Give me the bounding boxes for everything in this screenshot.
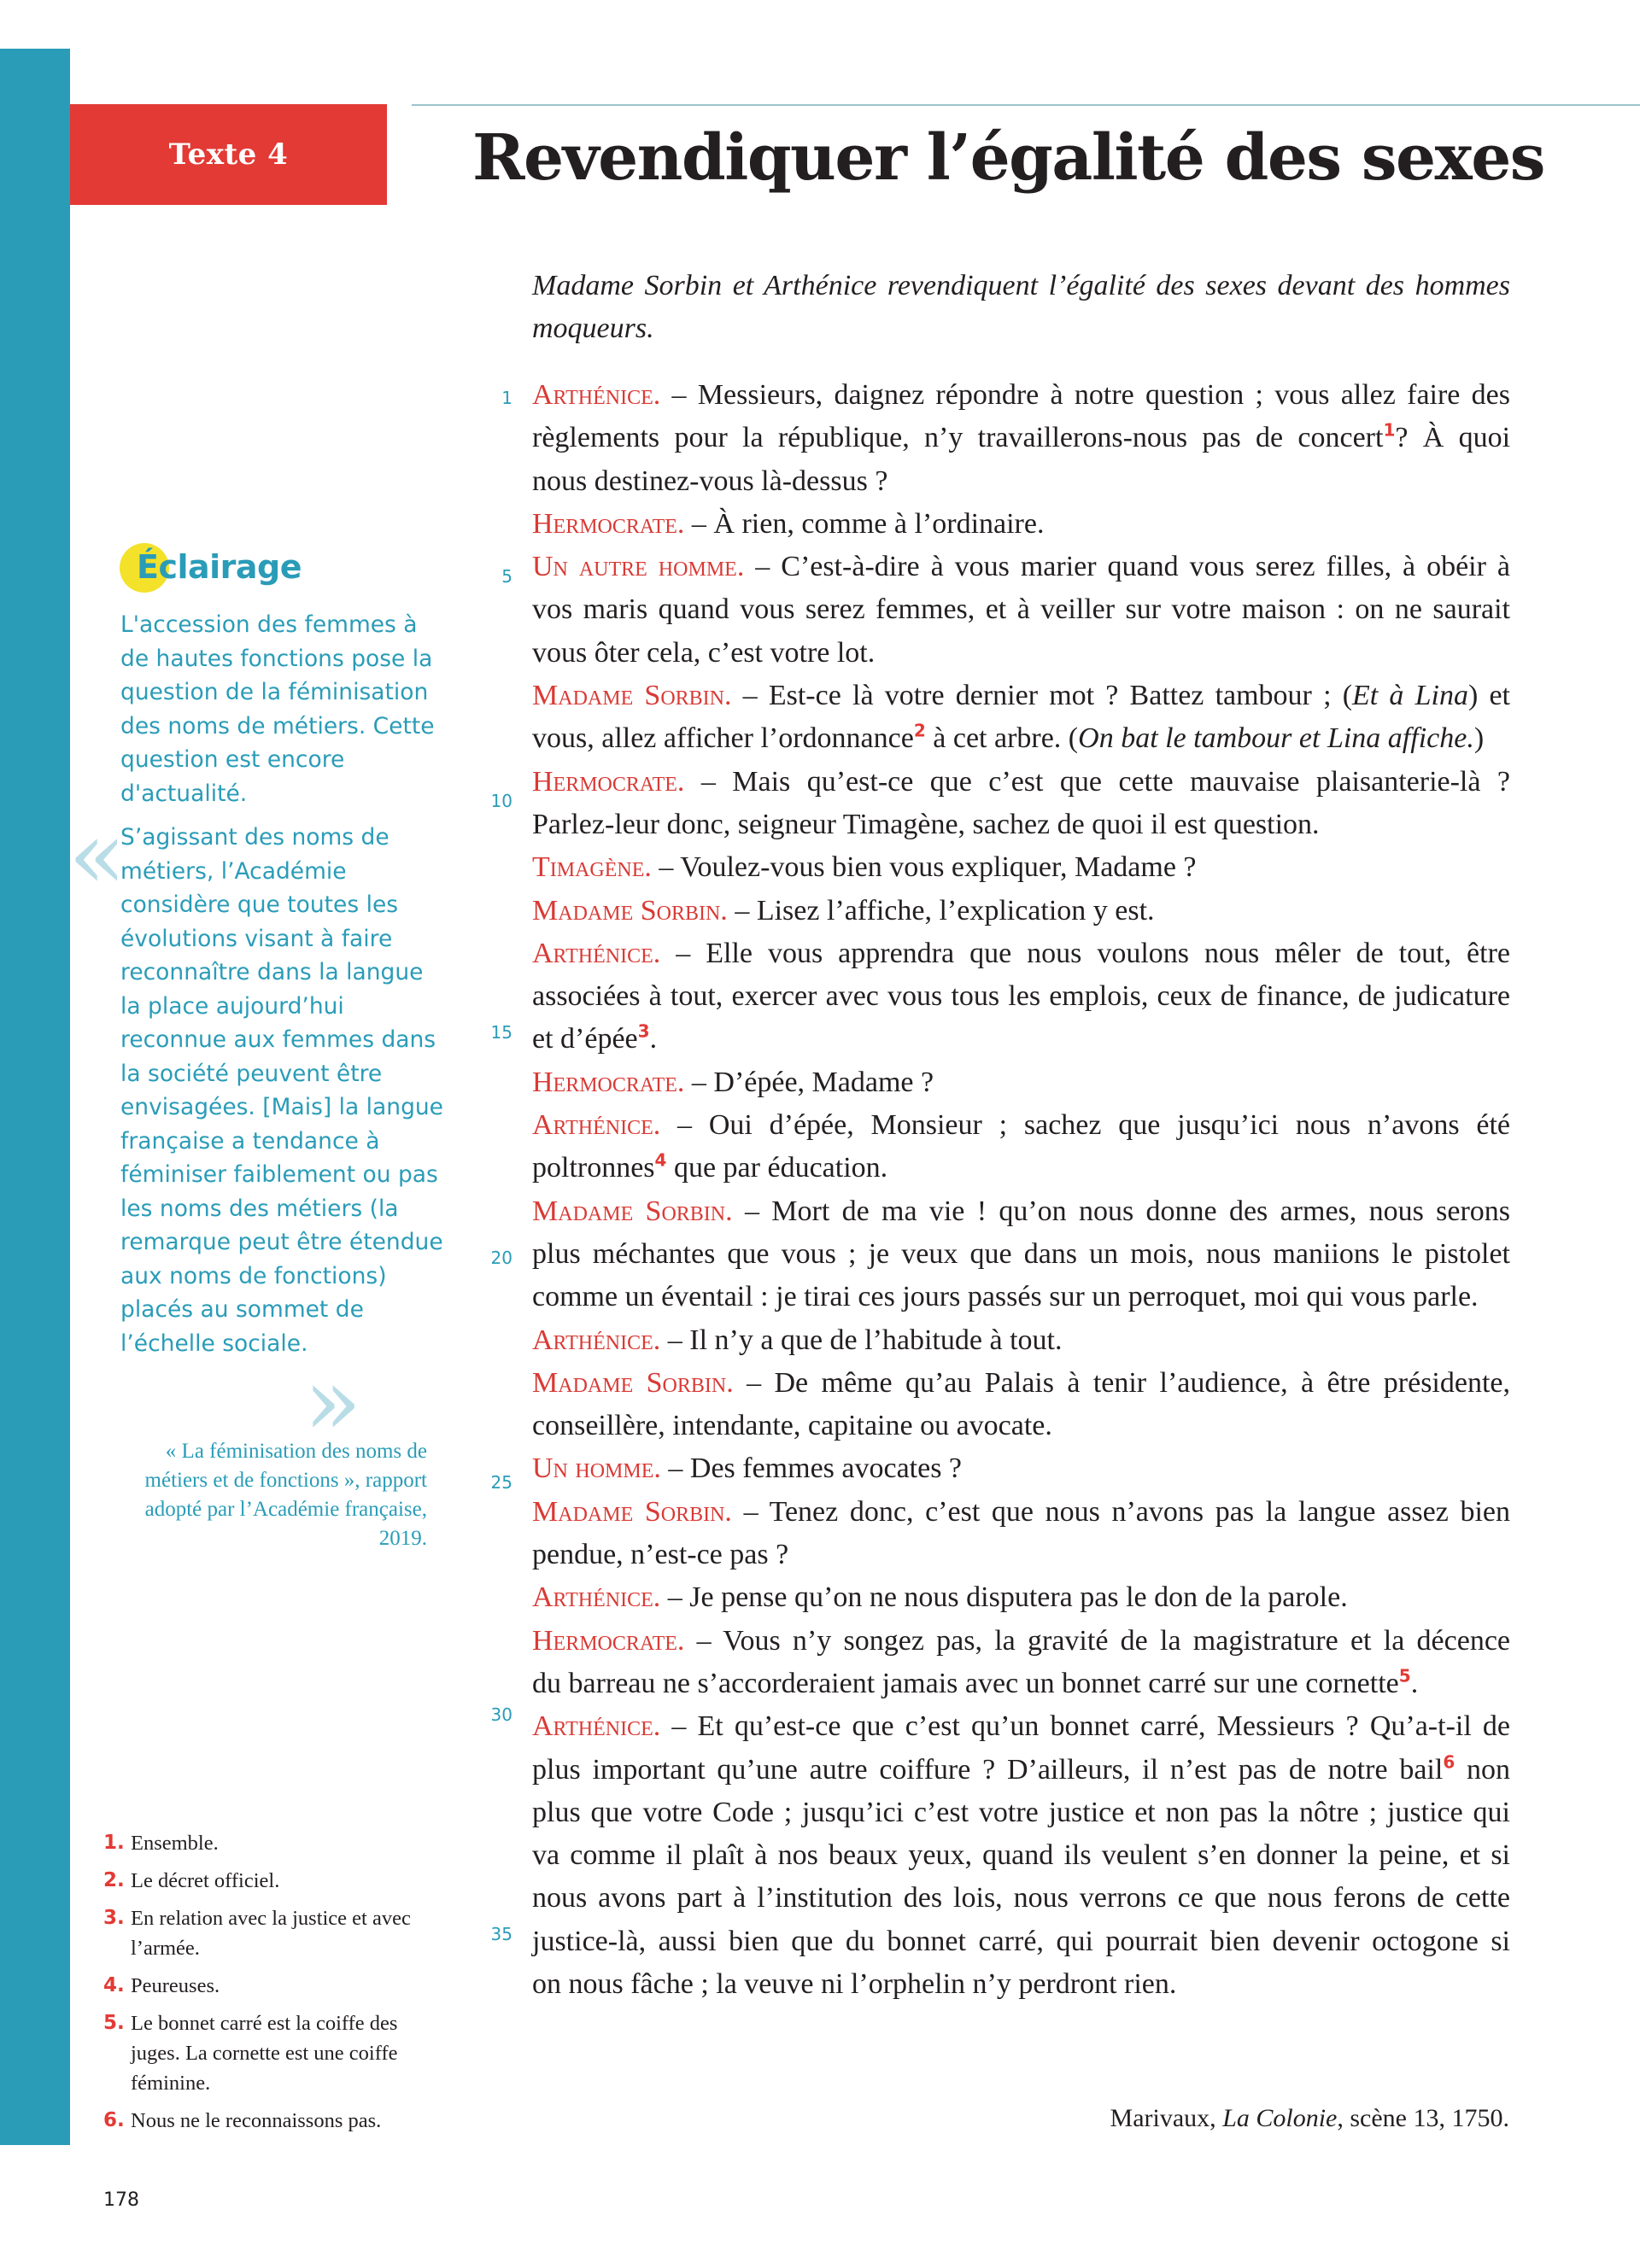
line-number: 10 xyxy=(490,791,512,811)
intro-text: Madame Sorbin et Arthénice revendiquent l’égalité des sexes devant des hommes moqueurs. xyxy=(532,270,1510,344)
footnote-ref: 5 xyxy=(1398,1665,1411,1686)
text-line: Parlez-leur donc, seigneur Timagène, sachez de quoi il est question. xyxy=(532,808,1320,840)
open-quote-icon: « xyxy=(68,800,126,909)
speaker: Timagène. xyxy=(532,851,652,884)
footnote-ref: 4 xyxy=(654,1150,667,1172)
speaker: Arthénice. xyxy=(532,1581,661,1614)
speaker: Hermocrate. xyxy=(532,1624,685,1657)
text-line: Madame Sorbin. – Lisez l’affiche, l’explication y est. xyxy=(532,894,1155,926)
footnote: 3. En relation avec la justice et avec l’armée. xyxy=(103,1907,411,1960)
speaker: Un homme. xyxy=(532,1453,661,1485)
footnote: 6. Nous ne le reconnaissons pas. xyxy=(103,2109,382,2132)
speaker: Arthénice. xyxy=(532,1710,661,1743)
text-line: justice-là, aussi bien que du bonnet carré, qui pourrait bien devenir octogone si xyxy=(532,1925,1510,1957)
line-number: 15 xyxy=(490,1022,512,1043)
line-number: 5 xyxy=(501,566,512,587)
eclairage-quote: S’agissant des noms de métiers, l’Académie considère que toutes les évolutions visant à faire reconnaître dans la langue la place aujourd’hui reconnue aux femmes dans la société peuvent être envisagées. [Mais] la langue française a tendance à féminiser faiblement ou pas les noms des métiers (la remarque peut être étendue aux noms de fonctions) placés au sommet de l’échelle sociale. xyxy=(120,824,443,1357)
speaker: Madame Sorbin. xyxy=(532,1495,732,1528)
line-number: 30 xyxy=(490,1704,512,1725)
text-line: et d’épée$^3$. xyxy=(532,1021,658,1055)
footnote: 2. Le décret officiel. xyxy=(103,1869,280,1892)
close-quote-icon: » xyxy=(304,1347,362,1456)
text-line: Arthénice. – Il n’y a que de l’habitude à tout. xyxy=(532,1324,1063,1356)
footnotes xyxy=(103,1828,411,2143)
text-line: Madame Sorbin. – Est-ce là votre dernier mot ? Battez tambour ; (Et à Lina) et xyxy=(532,680,1510,712)
footnote: 1. Ensemble. xyxy=(103,1832,219,1855)
text-line: poltronnes$^4$ que par éducation. xyxy=(532,1150,888,1184)
footnote-ref: 3 xyxy=(637,1021,650,1043)
text-line: Madame Sorbin. – Mort de ma vie ! qu’on nous donne des armes, nous serons xyxy=(532,1195,1511,1227)
header-rule xyxy=(412,104,1640,106)
text-line: plus important qu’une autre coiffure ? D’ailleurs, il n’est pas de notre bail$^6$ non xyxy=(532,1751,1511,1786)
speaker: Arthénice. xyxy=(532,379,661,411)
footnote: 5. Le bonnet carré est la coiffe des juges. La cornette est une coiffe féminine. xyxy=(103,2012,398,2095)
eclairage-intro: L'accession des femmes à de hautes fonctions pose la question de la féminisation des noms de métiers. Cette question est encore d'actualité. xyxy=(120,611,435,807)
speaker: Arthénice. xyxy=(532,937,661,969)
text-line: vous, allez afficher l’ordonnance$^2$ à cet arbre. (On bat le tambour et Lina affiche.) xyxy=(532,721,1485,755)
line-number: 25 xyxy=(490,1472,512,1493)
speaker: Madame Sorbin. xyxy=(532,680,732,712)
text-line: Arthénice. – Oui d’épée, Monsieur ; sachez que jusqu’ici nous n’avons été xyxy=(532,1109,1510,1142)
text-line: Un homme. – Des femmes avocates ? xyxy=(532,1453,963,1485)
text-line: Madame Sorbin. – Tenez donc, c’est que nous n’avons pas la langue assez bien xyxy=(532,1495,1510,1528)
text-line: conseillère, intendante, capitaine ou avocate. xyxy=(532,1410,1052,1442)
text-line: pendue, n’est-ce pas ? xyxy=(532,1539,789,1571)
text-line: Arthénice. – Elle vous apprendra que nous voulons nous mêler de tout, être xyxy=(532,937,1510,969)
speaker: Madame Sorbin. xyxy=(532,1195,733,1227)
sidebar-color-bar xyxy=(0,49,70,2145)
text-line: associées à tout, exercer avec vous tous les emplois, ceux de finance, de judicature xyxy=(532,980,1510,1013)
text-line: Un autre homme. – C’est-à-dire à vous marier quand vous serez filles, à obéir à xyxy=(532,551,1511,583)
text-line: Hermocrate. – D’épée, Madame ? xyxy=(532,1066,934,1098)
text-tag xyxy=(70,104,387,205)
line-number: 35 xyxy=(490,1924,512,1944)
footnote-ref: 1 xyxy=(1383,419,1396,441)
line-number: 20 xyxy=(490,1248,512,1268)
text-line: plus que votre Code ; jusqu’ici c’est votre justice et non pas la nôtre ; justice qui xyxy=(532,1796,1510,1828)
dialogue-text xyxy=(532,374,1510,2006)
text-line: nous avons part à l’institution des lois, nous verrons ce que nous ferons de cette xyxy=(532,1882,1510,1914)
source-citation: Marivaux, La Colonie, scène 13, 1750. xyxy=(1110,2104,1509,2132)
text-line: Hermocrate. – Mais qu’est-ce que c’est que cette mauvaise plaisanterie-là ? xyxy=(532,765,1510,798)
eclairage-citation: « La féminisation des noms de métiers et de fonctions », rapport adopté par l’Académie française, 2019. xyxy=(144,1440,427,1550)
text-line: du barreau ne s’accorderaient jamais avec un bonnet carré sur une cornette$^5$. xyxy=(532,1665,1419,1699)
text-line: on nous fâche ; la veuve ni l’orphelin n’y perdront rien. xyxy=(532,1967,1177,2000)
speaker: Hermocrate. xyxy=(532,1066,685,1098)
text-line: Arthénice. – Je pense qu’on ne nous disputera pas le don de la parole. xyxy=(532,1581,1348,1614)
text-line: comme un éventail : je tirai ces jours passés sur un perroquet, moi qui vous parle. xyxy=(532,1281,1479,1313)
text-line: Arthénice. – Et qu’est-ce que c’est qu’un bonnet carré, Messieurs ? Qu’a-t-il de xyxy=(532,1710,1510,1743)
page-number: 178 xyxy=(103,2189,139,2211)
speaker: Hermocrate. xyxy=(532,507,685,540)
text-line: Madame Sorbin. – De même qu’au Palais à tenir l’audience, à être présidente, xyxy=(532,1366,1510,1399)
text-line: vos maris quand vous serez femmes, et à veiller sur votre maison : on ne saurait xyxy=(532,593,1510,626)
speaker: Madame Sorbin. xyxy=(532,1366,734,1399)
text-line: Arthénice. – Messieurs, daignez répondre à notre question ; vous allez faire des xyxy=(532,379,1510,411)
page-title: Revendiquer l’égalité des sexes xyxy=(472,121,1544,195)
text-line: plus méchantes que vous ; je veux que dans un mois, nous maniions le pistolet xyxy=(532,1237,1510,1270)
speaker: Arthénice. xyxy=(532,1109,661,1142)
text-line: règlements pour la république, n’y travaillerons-nous pas de concert$^1$? À quoi xyxy=(532,419,1511,454)
speaker: Hermocrate. xyxy=(532,765,685,798)
footnote: 4. Peureuses. xyxy=(103,1974,220,1997)
text-line: Timagène. – Voulez-vous bien vous expliquer, Madame ? xyxy=(532,851,1197,884)
text-tag-label: Texte 4 xyxy=(168,137,289,172)
text-line: nous destinez-vous là-dessus ? xyxy=(532,465,888,497)
text-line: Hermocrate. – Vous n’y songez pas, la gravité de la magistrature et la décence xyxy=(532,1624,1510,1657)
text-line: va comme il plaît à nos beaux yeux, quand ils veulent s’en donner la peine, et si xyxy=(532,1839,1510,1872)
speaker: Madame Sorbin. xyxy=(532,894,728,926)
speaker: Un autre homme. xyxy=(532,551,745,583)
footnote-ref: 2 xyxy=(913,721,926,742)
text-line: vous ôter cela, c’est votre lot. xyxy=(532,636,876,669)
work-title: La Colonie xyxy=(1222,2104,1338,2132)
speaker: Arthénice. xyxy=(532,1324,661,1356)
footnote-ref: 6 xyxy=(1443,1751,1456,1773)
eclairage-title: Éclairage xyxy=(137,548,302,586)
text-line: Hermocrate. – À rien, comme à l’ordinaire. xyxy=(532,507,1045,540)
line-number: 1 xyxy=(501,388,512,408)
